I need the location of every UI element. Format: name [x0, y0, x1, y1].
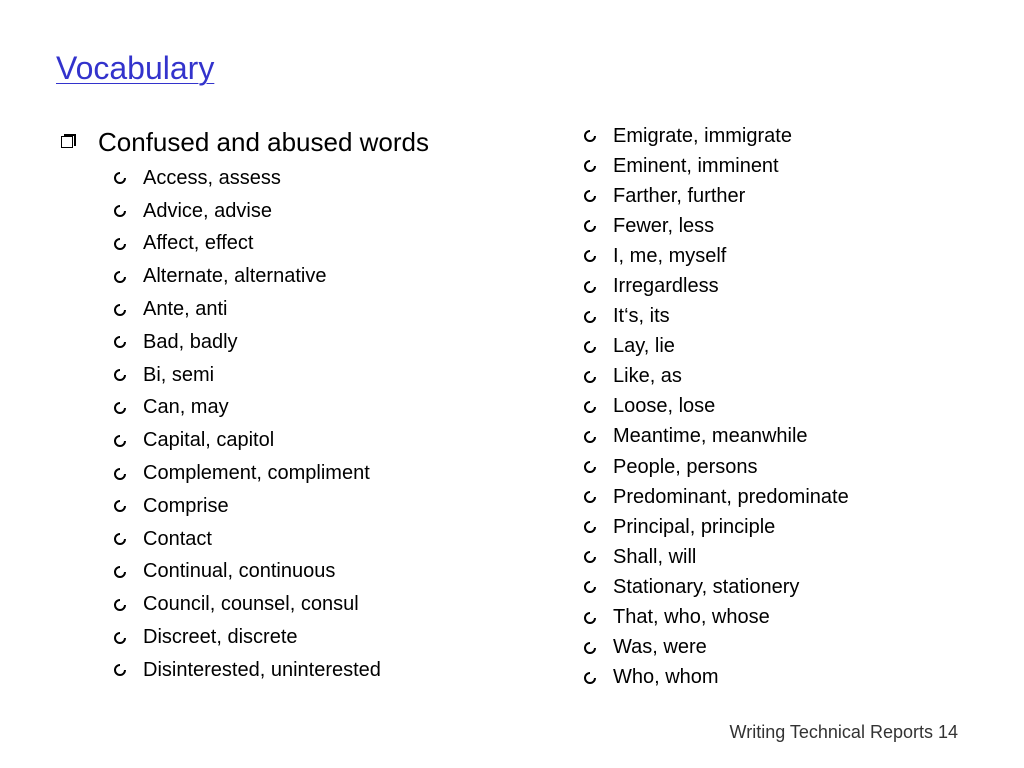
- open-circle-bullet-icon: [584, 551, 596, 563]
- open-circle-bullet-icon: [114, 369, 126, 381]
- open-circle-bullet-icon: [114, 566, 126, 578]
- list-item: [584, 241, 849, 271]
- list-item: [114, 654, 381, 687]
- word-pair-label: Access, assess: [143, 166, 281, 189]
- list-item: [584, 121, 849, 151]
- open-circle-bullet-icon: [584, 311, 596, 323]
- word-pair-label: Who, whom: [613, 666, 719, 689]
- open-circle-bullet-icon: [114, 468, 126, 480]
- word-pair-label: People, persons: [613, 455, 758, 478]
- list-item: [584, 362, 849, 392]
- list-item: [584, 482, 849, 512]
- open-circle-bullet-icon: [584, 130, 596, 142]
- list-item: [114, 359, 381, 392]
- list-item: [114, 588, 381, 621]
- list-item: [584, 332, 849, 362]
- open-circle-bullet-icon: [584, 160, 596, 172]
- word-pair-label: Ante, anti: [143, 298, 228, 321]
- open-circle-bullet-icon: [114, 238, 126, 250]
- list-item: [114, 162, 381, 195]
- word-pair-label: Was, were: [613, 636, 707, 659]
- list-item: [584, 151, 849, 181]
- word-pair-label: That, who, whose: [613, 606, 770, 629]
- open-circle-bullet-icon: [114, 435, 126, 447]
- open-circle-bullet-icon: [584, 371, 596, 383]
- word-pair-label: Meantime, meanwhile: [613, 425, 808, 448]
- word-pair-label: Fewer, less: [613, 214, 715, 237]
- word-pair-label: Loose, lose: [613, 395, 716, 418]
- word-pair-label: Farther, further: [613, 184, 746, 207]
- word-pair-label: Discreet, discrete: [143, 626, 298, 649]
- open-circle-bullet-icon: [114, 271, 126, 283]
- open-circle-bullet-icon: [114, 599, 126, 611]
- word-pair-label: Like, as: [613, 365, 682, 388]
- list-item: [584, 633, 849, 663]
- list-item: [584, 422, 849, 452]
- word-pair-label: Comprise: [143, 494, 229, 517]
- word-pair-label: Eminent, imminent: [613, 154, 779, 177]
- word-pair-label: Emigrate, immigrate: [613, 124, 792, 147]
- open-circle-bullet-icon: [584, 341, 596, 353]
- word-pair-label: Irregardless: [613, 275, 719, 298]
- list-item: [114, 556, 381, 589]
- open-circle-bullet-icon: [584, 190, 596, 202]
- list-item: [114, 293, 381, 326]
- word-pair-label: I, me, myself: [613, 244, 727, 267]
- list-item: [114, 490, 381, 523]
- list-item: [584, 181, 849, 211]
- list-item: [114, 621, 381, 654]
- main-bullet-label: Confused and abused words: [98, 126, 430, 157]
- open-circle-bullet-icon: [584, 612, 596, 624]
- list-item: [584, 572, 849, 602]
- word-pair-label: Bad, badly: [143, 330, 238, 353]
- word-pair-label: It‘s, its: [613, 305, 670, 328]
- open-circle-bullet-icon: [584, 491, 596, 503]
- word-pair-label: Can, may: [143, 396, 229, 419]
- list-item: [584, 302, 849, 332]
- word-pair-label: Disinterested, uninterested: [143, 658, 381, 681]
- list-item: [114, 326, 381, 359]
- word-pair-label: Council, counsel, consul: [143, 593, 359, 616]
- list-item: [114, 392, 381, 425]
- open-circle-bullet-icon: [584, 281, 596, 293]
- open-circle-bullet-icon: [114, 205, 126, 217]
- open-circle-bullet-icon: [114, 500, 126, 512]
- word-pair-label: Affect, effect: [143, 232, 254, 255]
- slide-title: Vocabulary: [56, 50, 215, 86]
- open-circle-bullet-icon: [114, 632, 126, 644]
- word-pair-label: Principal, principle: [613, 515, 776, 538]
- list-item: [114, 260, 381, 293]
- slide-footer: Writing Technical Reports 14: [729, 722, 958, 742]
- list-item: [114, 195, 381, 228]
- open-circle-bullet-icon: [584, 401, 596, 413]
- list-item: [584, 663, 849, 693]
- open-circle-bullet-icon: [114, 533, 126, 545]
- open-circle-bullet-icon: [114, 172, 126, 184]
- word-pair-label: Stationary, stationery: [613, 575, 800, 598]
- word-pair-label: Bi, semi: [143, 363, 215, 386]
- word-pair-label: Contact: [143, 527, 212, 550]
- list-item: [584, 211, 849, 241]
- word-pair-label: Shall, will: [613, 545, 697, 568]
- open-circle-bullet-icon: [114, 402, 126, 414]
- list-item: [584, 512, 849, 542]
- right-word-list: [584, 121, 849, 693]
- list-item: [584, 392, 849, 422]
- open-circle-bullet-icon: [114, 664, 126, 676]
- list-item: [584, 271, 849, 301]
- open-circle-bullet-icon: [584, 581, 596, 593]
- open-circle-bullet-icon: [584, 250, 596, 262]
- open-circle-bullet-icon: [114, 304, 126, 316]
- open-circle-bullet-icon: [584, 521, 596, 533]
- list-item: [584, 603, 849, 633]
- list-item: [114, 457, 381, 490]
- list-item: [114, 228, 381, 261]
- open-circle-bullet-icon: [584, 672, 596, 684]
- main-bullet: [61, 124, 429, 160]
- open-circle-bullet-icon: [584, 642, 596, 654]
- word-pair-label: Complement, compliment: [143, 462, 370, 485]
- list-item: [114, 523, 381, 556]
- box-bullet-icon: [61, 134, 77, 150]
- word-pair-label: Alternate, alternative: [143, 265, 327, 288]
- open-circle-bullet-icon: [584, 461, 596, 473]
- list-item: [584, 452, 849, 482]
- word-pair-label: Continual, continuous: [143, 560, 336, 583]
- list-item: [584, 542, 849, 572]
- word-pair-label: Advice, advise: [143, 199, 272, 222]
- list-item: [114, 424, 381, 457]
- word-pair-label: Predominant, predominate: [613, 485, 849, 508]
- left-word-list: [114, 162, 381, 687]
- word-pair-label: Lay, lie: [613, 335, 675, 358]
- open-circle-bullet-icon: [114, 336, 126, 348]
- open-circle-bullet-icon: [584, 431, 596, 443]
- open-circle-bullet-icon: [584, 220, 596, 232]
- word-pair-label: Capital, capitol: [143, 429, 275, 452]
